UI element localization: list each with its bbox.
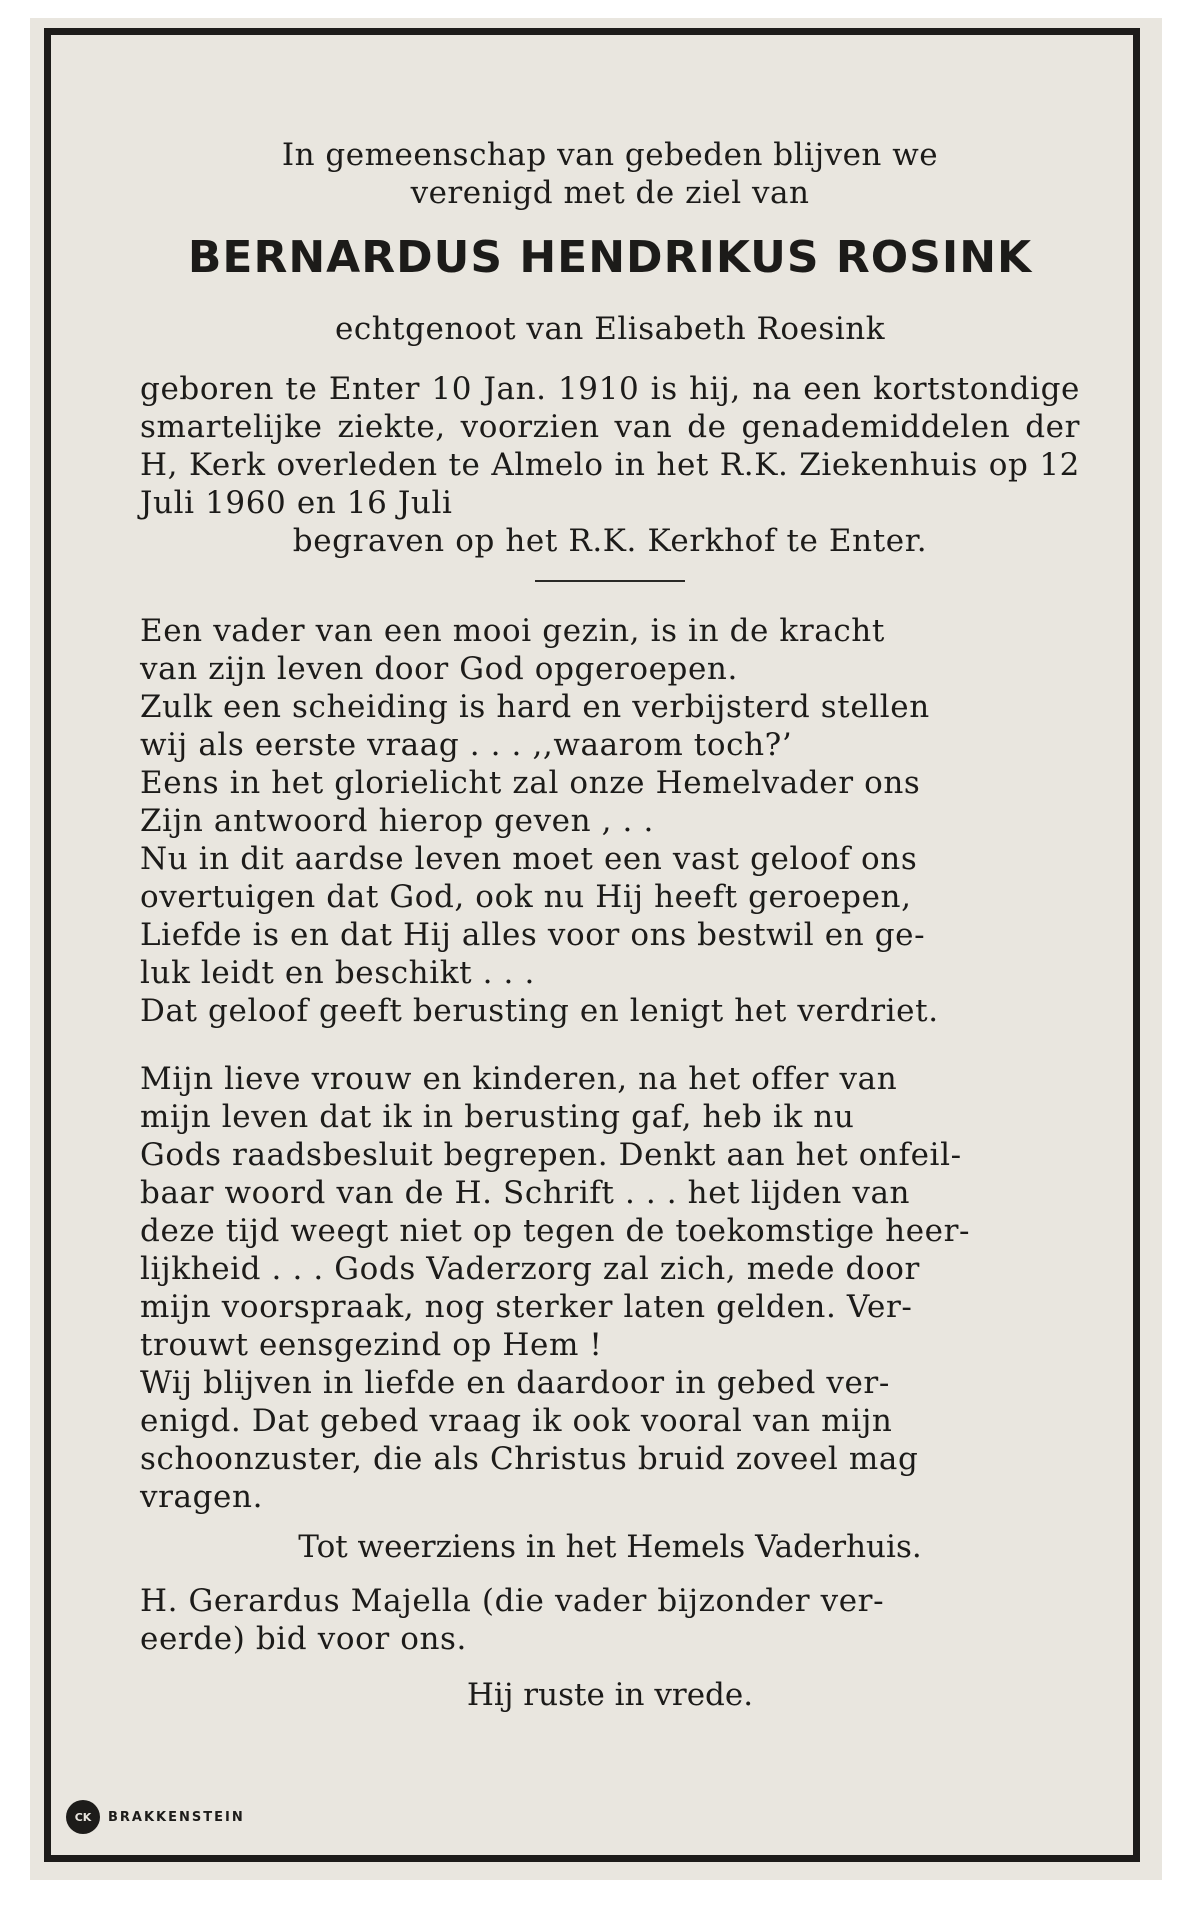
- paragraph-2-line: lijkheid . . . Gods Vaderzorg zal zich, mede door: [140, 1251, 920, 1287]
- paragraph-1-line: overtuigen dat God, ook nu Hij heeft geroepen,: [140, 879, 912, 915]
- paragraph-2-line: baar woord van de H. Schrift . . . het lijden van: [140, 1175, 911, 1211]
- prayer-invocation: [140, 1582, 1080, 1658]
- paragraph-1-line: Liefde is en dat Hij alles voor ons bestwil en ge-: [140, 917, 926, 953]
- paragraph-2-line: schoonzuster, die als Christus bruid zoveel mag: [140, 1441, 919, 1477]
- paragraph-1-line: Eens in het glorielicht zal onze Hemelvader ons: [140, 765, 921, 801]
- card-content: [140, 136, 1080, 1714]
- paragraph-1-line: Een vader van een mooi gezin, is in de kracht: [140, 613, 885, 649]
- paragraph-2-line: Gods raadsbesluit begrepen. Denkt aan het onfeil-: [140, 1137, 962, 1173]
- paragraph-1-line: Zijn antwoord hierop geven , . .: [140, 803, 654, 839]
- paragraph-1: [140, 612, 1080, 1030]
- paragraph-1-line: wij als eerste vraag . . . ,,waarom toch?’: [140, 727, 793, 763]
- paragraph-2: [140, 1060, 1080, 1516]
- memorial-card: [30, 18, 1162, 1880]
- paragraph-1-line: Dat geloof geeft berusting en lenigt het verdriet.: [140, 993, 939, 1029]
- paragraph-2-line: Wij blijven in liefde en daardoor in gebed ver-: [140, 1365, 890, 1401]
- paragraph-1-line: Nu in dit aardse leven moet een vast geloof ons: [140, 841, 918, 877]
- biography-last-line: begraven op het R.K. Kerkhof te Enter.: [292, 523, 928, 559]
- rest-in-peace: Hij ruste in vrede.: [466, 1677, 754, 1713]
- printer-mark: [66, 1800, 245, 1834]
- paragraph-1-line: van zijn leven door God opgeroepen.: [140, 651, 738, 687]
- farewell-line: Tot weerziens in het Hemels Vaderhuis.: [298, 1529, 922, 1565]
- intro-text: [140, 136, 1080, 212]
- paragraph-2-line: mijn leven dat ik in berusting gaf, heb ik nu: [140, 1099, 855, 1135]
- prayer-line-1: H. Gerardus Majella (die vader bijzonder ver-: [140, 1583, 885, 1619]
- divider-line: [535, 580, 685, 582]
- printer-name: BRAKKENSTEIN: [108, 1809, 245, 1825]
- paragraph-2-line: mijn voorspraak, nog sterker laten gelden. Ver-: [140, 1289, 913, 1325]
- paragraph-2-line: trouwt eensgezind op Hem !: [140, 1327, 603, 1363]
- paragraph-2-line: vragen.: [140, 1479, 264, 1515]
- paragraph-2-line: Mijn lieve vrouw en kinderen, na het offer van: [140, 1061, 898, 1097]
- prayer-line-2: eerde) bid voor ons.: [140, 1621, 468, 1657]
- intro-line-2: verenigd met de ziel van: [410, 175, 810, 211]
- spouse-line: echtgenoot van Elisabeth Roesink: [335, 311, 885, 347]
- paragraph-1-line: luk leidt en beschikt . . .: [140, 955, 535, 991]
- biography-text: geboren te Enter 10 Jan. 1910 is hij, na een kortstondige smartelijke ziekte, voorzien van de genademiddelen der H, Kerk overleden te Almelo in het R.K. Ziekenhuis op 12 Juli 1960 en 16 Juli: [140, 371, 1080, 521]
- biography: [140, 370, 1080, 560]
- deceased-name: BERNARDUS HENDRIKUS ROSINK: [187, 232, 1033, 283]
- paragraph-2-line: enigd. Dat gebed vraag ik ook vooral van mijn: [140, 1403, 893, 1439]
- paragraph-2-line: deze tijd weegt niet op tegen de toekomstige heer-: [140, 1213, 971, 1249]
- intro-line-1: In gemeenschap van gebeden blijven we: [281, 137, 939, 173]
- paragraph-1-line: Zulk een scheiding is hard en verbijsterd stellen: [140, 689, 930, 725]
- printer-logo-icon: CK: [66, 1800, 100, 1834]
